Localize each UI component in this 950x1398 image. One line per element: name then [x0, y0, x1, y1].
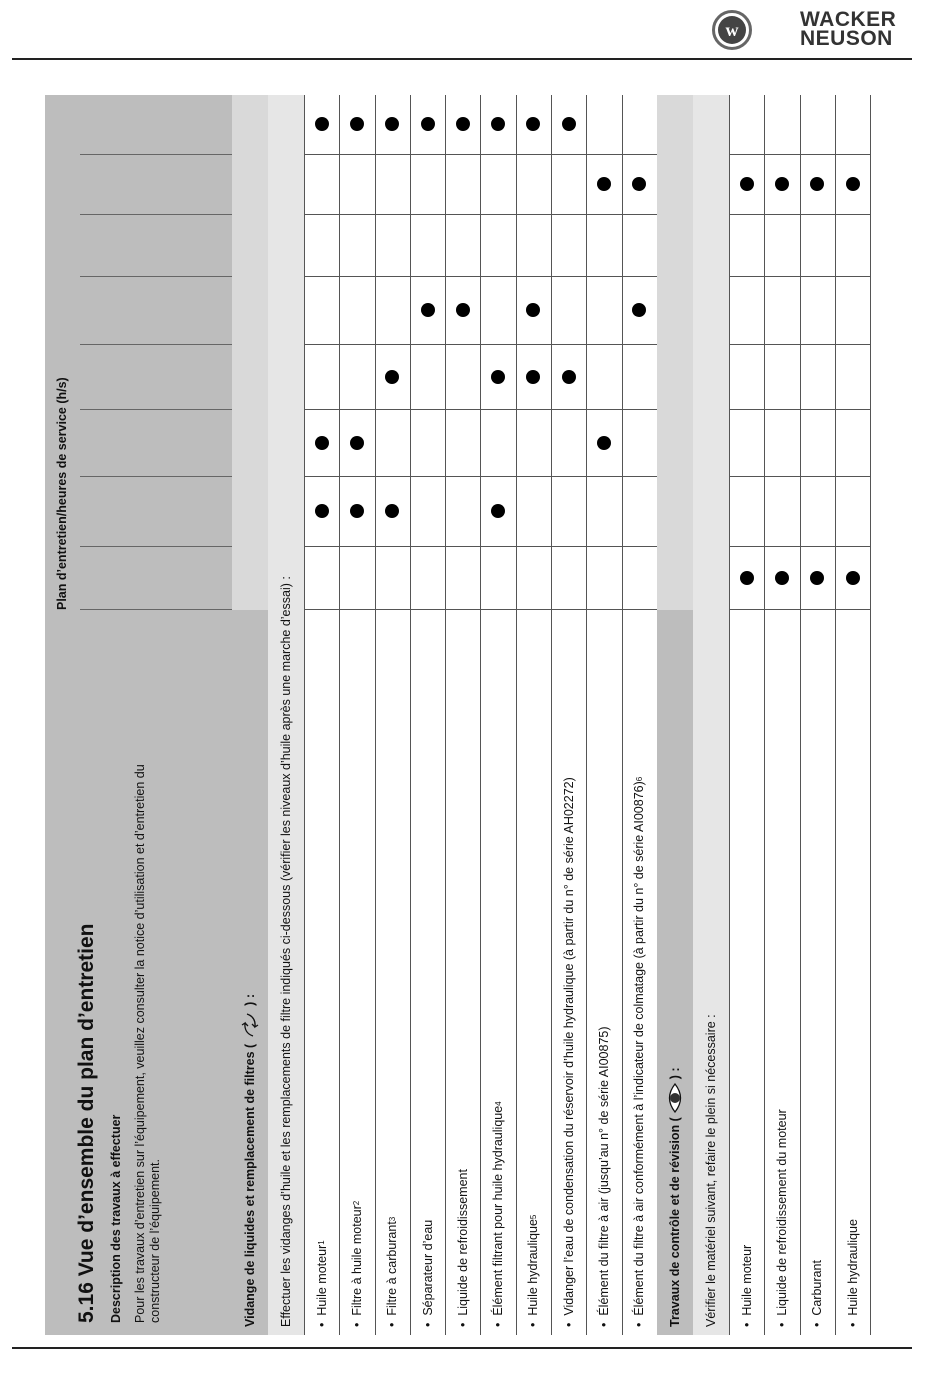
interval-cell [622, 277, 657, 345]
interval-dot [632, 178, 646, 192]
interval-dot [597, 436, 611, 450]
interval-cell [764, 410, 799, 477]
plan-header-title: Plan d’entretien/heures de service (h/s) [55, 377, 69, 610]
header-column-divider [80, 344, 232, 345]
interval-cell [481, 547, 516, 610]
interval-cell [835, 95, 870, 155]
interval-cell [410, 95, 445, 155]
interval-cell [551, 277, 586, 345]
interval-cell [304, 277, 339, 345]
interval-dot [315, 118, 329, 132]
interval-cell [339, 345, 374, 410]
interval-cell [622, 547, 657, 610]
maintenance-table [45, 95, 867, 1335]
interval-dot [740, 571, 754, 585]
table-row [586, 95, 622, 1335]
table-row [481, 95, 517, 1335]
interval-cell [729, 277, 764, 345]
task-label: • Huile moteur [740, 1245, 754, 1327]
task-label: • Filtre à carburant [385, 1221, 399, 1327]
interval-cell [304, 345, 339, 410]
group-title [232, 610, 268, 1335]
task-footnote-ref: 6 [634, 776, 644, 782]
interval-cell [445, 155, 480, 215]
task-label: • Huile hydraulique [846, 1219, 860, 1327]
interval-cell [516, 95, 551, 155]
group-title-suffix: ) : [668, 1067, 682, 1080]
interval-cell [339, 477, 374, 547]
header-column-divider [80, 476, 232, 477]
interval-cell [375, 547, 410, 610]
interval-cell [445, 95, 480, 155]
interval-cell [764, 547, 799, 610]
logo-emblem-icon [712, 10, 752, 50]
task-label-cell [800, 610, 835, 1335]
interval-cell [729, 155, 764, 215]
interval-cell [481, 215, 516, 277]
interval-cell [551, 410, 586, 477]
interval-cell [339, 95, 374, 155]
interval-dot [456, 118, 470, 132]
interval-cell [304, 410, 339, 477]
task-label: • Filtre à huile moteur [350, 1205, 364, 1327]
table-row [764, 95, 800, 1335]
interval-cell [835, 215, 870, 277]
task-label: • Carburant [810, 1260, 824, 1327]
interval-dot [385, 118, 399, 132]
interval-dot [350, 436, 364, 450]
interval-cell [339, 410, 374, 477]
interval-dot [491, 118, 505, 132]
task-label: • Élément du filtre à air (jusqu’au n° de série AI00875) [597, 1026, 611, 1327]
header-column-divider [80, 609, 232, 610]
interval-cell [481, 277, 516, 345]
brand-name [800, 10, 896, 48]
interval-cell [800, 155, 835, 215]
bottom-rule [12, 1347, 912, 1349]
table-row [375, 95, 411, 1335]
interval-cell [800, 277, 835, 345]
task-label-cell [729, 610, 764, 1335]
task-label-cell [410, 610, 445, 1335]
table-row [729, 95, 765, 1335]
interval-cell [729, 410, 764, 477]
interval-cell [586, 277, 621, 345]
task-footnote-ref: 3 [387, 1216, 397, 1222]
interval-dot [315, 505, 329, 519]
interval-cell [551, 215, 586, 277]
interval-cell [516, 410, 551, 477]
table-row [622, 95, 658, 1335]
interval-cell [551, 547, 586, 610]
interval-dot [456, 304, 470, 318]
interval-cell [375, 345, 410, 410]
interval-cell [516, 547, 551, 610]
interval-cell [764, 95, 799, 155]
interval-cell [622, 410, 657, 477]
interval-dot [421, 304, 435, 318]
interval-cell [729, 547, 764, 610]
table-row [551, 95, 587, 1335]
interval-cell [764, 155, 799, 215]
interval-dot [740, 178, 754, 192]
header-column-divider [80, 214, 232, 215]
interval-cell [375, 155, 410, 215]
interval-cell [622, 477, 657, 547]
table-row [516, 95, 552, 1335]
interval-cell [339, 547, 374, 610]
interval-cell [800, 215, 835, 277]
interval-cell [729, 345, 764, 410]
interval-cell [445, 477, 480, 547]
interval-cell [835, 477, 870, 547]
interval-cell [481, 95, 516, 155]
interval-cell [835, 547, 870, 610]
task-footnote-ref: 4 [493, 1101, 503, 1106]
top-rule [12, 58, 912, 60]
interval-cell [339, 155, 374, 215]
task-label-cell [835, 610, 870, 1335]
task-label-cell [551, 610, 586, 1335]
interval-cell [586, 410, 621, 477]
interval-cell [481, 345, 516, 410]
interval-dot [562, 370, 576, 384]
interval-cell [445, 547, 480, 610]
interval-dot [846, 571, 860, 585]
group-instruction-row [693, 95, 730, 1335]
interval-cell [622, 95, 657, 155]
interval-dot [775, 571, 789, 585]
group-title-fill [657, 95, 693, 610]
interval-cell [551, 477, 586, 547]
interval-cell [516, 277, 551, 345]
task-label-cell [516, 610, 551, 1335]
brand-line-2: NEUSON [800, 27, 893, 50]
table-row [410, 95, 446, 1335]
interval-cell [339, 277, 374, 345]
interval-cell [551, 345, 586, 410]
table-row [800, 95, 836, 1335]
interval-cell [800, 345, 835, 410]
interval-cell [481, 477, 516, 547]
interval-dot [562, 118, 576, 132]
page-title: 5.16 Vue d’ensemble du plan d’entretien [75, 923, 98, 1323]
interval-cell [586, 477, 621, 547]
task-label: • Liquide de refroidissement du moteur [775, 1109, 789, 1327]
interval-cell [551, 155, 586, 215]
interval-cell [375, 277, 410, 345]
task-label: • Huile hydraulique [526, 1219, 540, 1327]
task-label: • Élément du filtre à air conformément à l’indicateur de colmatage (à partir du n° de série AI00876) [632, 781, 646, 1327]
interval-cell [481, 410, 516, 477]
table-row [304, 95, 340, 1335]
table-row [835, 95, 871, 1335]
interval-dot [526, 370, 540, 384]
task-label: • Élément filtrant pour huile hydraulique [491, 1106, 505, 1327]
interval-cell [835, 155, 870, 215]
interval-cell [800, 95, 835, 155]
interval-dot [491, 370, 505, 384]
task-label-cell [339, 610, 374, 1335]
interval-cell [764, 215, 799, 277]
task-footnote-ref: 5 [528, 1214, 538, 1220]
interval-dot [385, 505, 399, 519]
interval-cell [764, 277, 799, 345]
header-column-divider [80, 154, 232, 155]
interval-cell [586, 155, 621, 215]
interval-dot [775, 178, 789, 192]
interval-cell [445, 410, 480, 477]
interval-dot [491, 505, 505, 519]
group-title-suffix: ) : [243, 994, 257, 1006]
interval-dot [632, 304, 646, 318]
interval-cell [800, 547, 835, 610]
interval-cell [375, 95, 410, 155]
task-label-cell [764, 610, 799, 1335]
interval-cell [800, 410, 835, 477]
task-footnote-ref: 1 [317, 1240, 327, 1245]
task-label: • Liquide de refroidissement [456, 1169, 470, 1327]
task-label-cell [622, 610, 657, 1335]
group-title-fill [232, 95, 268, 610]
task-footnote-ref: 2 [352, 1200, 362, 1206]
task-label-cell [375, 610, 410, 1335]
interval-dot [846, 178, 860, 192]
interval-cell [445, 277, 480, 345]
interval-cell [410, 215, 445, 277]
interval-cell [304, 95, 339, 155]
interval-cell [586, 95, 621, 155]
group-instruction: Vérifier le matériel suivant, refaire le plein si nécessaire : [704, 1014, 718, 1327]
interval-cell [586, 547, 621, 610]
interval-dot [810, 571, 824, 585]
interval-dot [526, 118, 540, 132]
task-label-cell [586, 610, 621, 1335]
interval-cell [304, 155, 339, 215]
interval-cell [551, 95, 586, 155]
task-label-cell [304, 610, 339, 1335]
interval-cell [410, 547, 445, 610]
table-row [445, 95, 481, 1335]
task-label: • Vidanger l’eau de condensation du réservoir d’huile hydraulique (à partir du n° de série AH02272) [562, 777, 576, 1327]
group-title-prefix: Travaux de contrôle et de révision ( [668, 1117, 682, 1327]
header-column-divider [80, 409, 232, 410]
interval-cell [481, 155, 516, 215]
interval-cell [375, 477, 410, 547]
interval-cell [410, 410, 445, 477]
interval-dot [597, 178, 611, 192]
group-instruction: Effectuer les vidanges d’huile et les remplacements de filtre indiqués ci-dessous (vérifier les niveaux d’huile après une marche d’essai) : [279, 576, 293, 1327]
interval-cell [375, 410, 410, 477]
interval-cell [729, 215, 764, 277]
table-row [339, 95, 375, 1335]
interval-dot [421, 118, 435, 132]
interval-cell [800, 477, 835, 547]
interval-cell [410, 345, 445, 410]
interval-cell [729, 95, 764, 155]
group-title-row [232, 95, 269, 1335]
interval-cell [835, 277, 870, 345]
interval-cell [445, 215, 480, 277]
brand-line-1: WACKER [800, 8, 897, 31]
interval-cell [622, 345, 657, 410]
interval-cell [729, 477, 764, 547]
interval-dot [810, 178, 824, 192]
interval-cell [304, 547, 339, 610]
group-instruction-row [268, 95, 305, 1335]
task-label: • Séparateur d’eau [421, 1220, 435, 1327]
interval-cell [375, 215, 410, 277]
interval-cell [410, 155, 445, 215]
task-label: • Huile moteur [315, 1245, 329, 1327]
interval-cell [764, 477, 799, 547]
group-title-row [657, 95, 694, 1335]
interval-cell [410, 277, 445, 345]
interval-cell [516, 477, 551, 547]
section-intro: Pour les travaux d’entretien sur l’équipement, veuillez consulter la notice d’utilisation et d’entretien du constructeur de l’équipement. [133, 764, 162, 1323]
company-logo [712, 8, 912, 54]
oil-change-icon [241, 1009, 259, 1041]
task-label-cell [445, 610, 480, 1335]
interval-cell [516, 345, 551, 410]
interval-cell [516, 155, 551, 215]
header-column-divider [80, 546, 232, 547]
interval-cell [586, 215, 621, 277]
group-title-prefix: Vidange de liquides et remplacement de filtres ( [243, 1043, 257, 1327]
interval-cell [339, 215, 374, 277]
interval-cell [304, 215, 339, 277]
header-column-divider [80, 276, 232, 277]
interval-dot [350, 118, 364, 132]
task-label-cell [481, 610, 516, 1335]
logo-letter: w [718, 16, 746, 44]
interval-dot [315, 436, 329, 450]
interval-cell [445, 345, 480, 410]
interval-cell [304, 477, 339, 547]
interval-cell [586, 345, 621, 410]
eye-icon [666, 1082, 684, 1114]
group-title [657, 610, 693, 1335]
interval-cell [835, 345, 870, 410]
interval-dot [350, 505, 364, 519]
interval-cell [764, 345, 799, 410]
interval-cell [516, 215, 551, 277]
interval-cell [622, 155, 657, 215]
interval-cell [622, 215, 657, 277]
interval-dot [385, 370, 399, 384]
section-header [45, 95, 232, 1335]
section-subtitle: Description des travaux à effectuer [109, 1114, 123, 1323]
interval-cell [410, 477, 445, 547]
interval-dot [526, 304, 540, 318]
interval-cell [835, 410, 870, 477]
